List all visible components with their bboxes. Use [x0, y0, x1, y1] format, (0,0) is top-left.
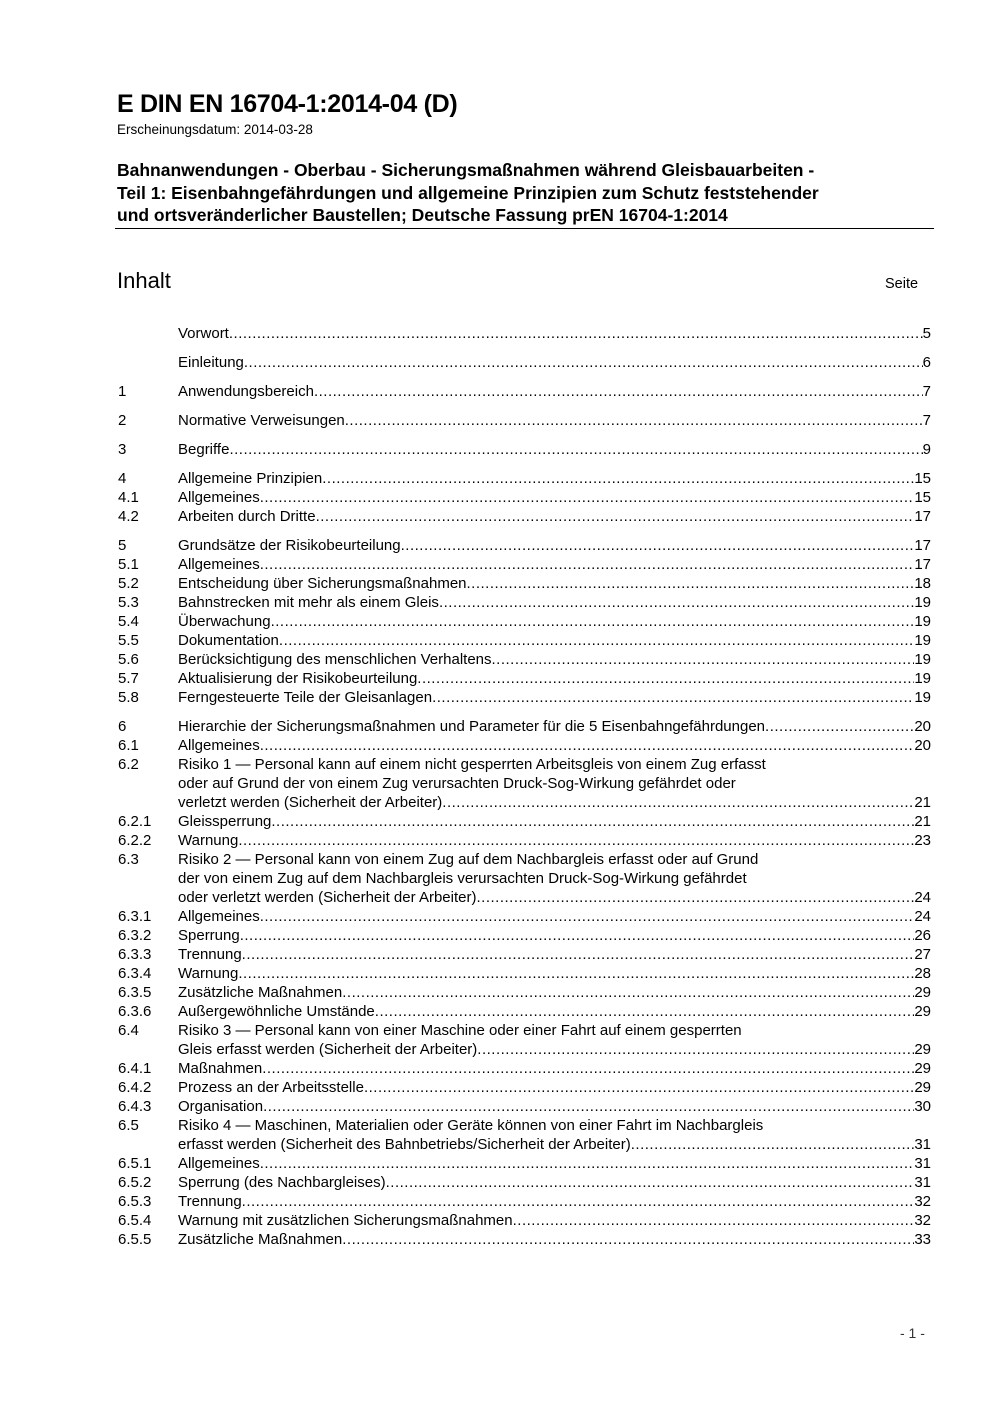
toc-entry-last-line	[178, 382, 931, 401]
toc-entry-number: 5.2	[118, 575, 139, 592]
toc-heading: Inhalt	[117, 268, 171, 293]
toc-entry-body	[178, 488, 931, 507]
toc-entry-text: Warnung mit zusätzlichen Sicherungsmaßnahmen	[178, 1212, 513, 1229]
toc-entry-text: Sperrung (des Nachbargleises)	[178, 1174, 386, 1191]
toc-entry-body	[178, 440, 931, 459]
toc-entry-page: 33	[914, 1231, 931, 1248]
toc-entry-last-line	[178, 688, 931, 707]
toc-entry-text: Überwachung	[178, 613, 271, 630]
toc-entry-body	[178, 688, 931, 707]
toc-entry-body	[178, 1230, 931, 1249]
toc-entry-number: 6.4.2	[118, 1079, 152, 1096]
toc-entry[interactable]	[118, 631, 931, 650]
dot-leader	[242, 1192, 915, 1211]
toc-entry-body	[178, 353, 931, 372]
toc-entry-page: 15	[914, 489, 931, 506]
toc-entry-page: 17	[914, 508, 931, 525]
toc-entry[interactable]	[118, 324, 931, 343]
dot-leader	[314, 382, 923, 401]
toc-entry-last-line	[178, 574, 931, 593]
toc-entry-body	[178, 755, 931, 812]
toc-entry-text: Bahnstrecken mit mehr als einem Gleis	[178, 594, 439, 611]
toc-entry-text: Außergewöhnliche Umstände	[178, 1003, 375, 1020]
toc-entry-number: 2	[118, 412, 127, 429]
dot-leader	[631, 1135, 915, 1154]
publication-date: Erscheinungsdatum: 2014-03-28	[117, 122, 313, 137]
toc-entry-number: 6.2.2	[118, 832, 152, 849]
toc-entry-last-line	[178, 926, 931, 945]
toc-entry-text: Begriffe	[178, 441, 230, 458]
toc-entry-body	[178, 612, 931, 631]
toc-group	[118, 440, 931, 459]
toc-entry-page: 23	[914, 832, 931, 849]
toc-entry-body	[178, 536, 931, 555]
dot-leader	[386, 1173, 915, 1192]
toc-page-label: Seite	[885, 276, 919, 292]
toc-entry[interactable]	[118, 469, 931, 488]
toc-entry-text: Arbeiten durch Dritte	[178, 508, 316, 525]
toc-entry-number: 6.2.1	[118, 813, 152, 830]
toc-entry-body	[178, 669, 931, 688]
toc-group	[118, 411, 931, 430]
dot-leader	[401, 536, 915, 555]
toc-entry-text: Allgemeines	[178, 1155, 260, 1172]
toc-entry-last-line	[178, 812, 931, 831]
toc-entry-page: 26	[914, 927, 931, 944]
dot-leader	[238, 831, 914, 850]
dot-leader	[271, 612, 915, 631]
document-id: E DIN EN 16704-1:2014-04 (D)	[117, 90, 458, 118]
toc-entry-text: Aktualisierung der Risikobeurteilung	[178, 670, 418, 687]
title-line: Bahnanwendungen - Oberbau - Sicherungsmaßnahmen während Gleisbauarbeiten -	[117, 160, 815, 180]
dot-leader	[342, 1230, 914, 1249]
toc-entry-last-line	[178, 488, 931, 507]
dot-leader	[229, 324, 923, 343]
toc-entry-body	[178, 555, 931, 574]
toc-entry-body	[178, 850, 931, 907]
dot-leader	[364, 1078, 914, 1097]
toc-entry-body	[178, 1116, 931, 1154]
toc-entry-number: 4.2	[118, 508, 139, 525]
toc-entry-body	[178, 812, 931, 831]
toc-entry-body	[178, 983, 931, 1002]
toc-entry-body	[178, 507, 931, 526]
toc-entry[interactable]	[118, 945, 931, 964]
toc-entry-number: 6.4.3	[118, 1098, 152, 1115]
toc-entry-last-line	[178, 1211, 931, 1230]
toc-entry-page: 32	[914, 1212, 931, 1229]
toc-entry[interactable]	[118, 1097, 931, 1116]
toc-entry[interactable]	[118, 964, 931, 983]
toc-entry-last-line	[178, 1192, 931, 1211]
toc-entry-last-line	[178, 1059, 931, 1078]
toc-entry-last-line	[178, 1230, 931, 1249]
toc-entry-text: Berücksichtigung des menschlichen Verhaltens	[178, 651, 492, 668]
dot-leader	[345, 411, 923, 430]
toc-entry-page: 17	[914, 537, 931, 554]
toc-entry-text: Gleis erfasst werden (Sicherheit der Arbeiter)	[178, 1041, 478, 1058]
toc-entry[interactable]	[118, 1059, 931, 1078]
toc-entry[interactable]	[118, 1211, 931, 1230]
toc-entry[interactable]	[118, 353, 931, 372]
toc-entry-page: 6	[922, 354, 931, 371]
toc-entry[interactable]	[118, 1116, 931, 1154]
toc-entry-number: 6.3.4	[118, 965, 152, 982]
toc-entry[interactable]	[118, 736, 931, 755]
toc-entry[interactable]	[118, 1173, 931, 1192]
toc-entry[interactable]	[118, 850, 931, 907]
toc-entry[interactable]	[118, 650, 931, 669]
dot-leader	[513, 1211, 915, 1230]
toc-entry-page: 15	[914, 470, 931, 487]
toc-entry-page: 7	[922, 412, 931, 429]
toc-entry[interactable]	[118, 574, 931, 593]
toc-entry-number: 6.3.5	[118, 984, 152, 1001]
dot-leader	[260, 1154, 915, 1173]
toc-entry-number: 6.3	[118, 851, 139, 868]
toc-entry-page: 18	[914, 575, 931, 592]
toc-group	[118, 353, 931, 372]
toc-entry-body	[178, 907, 931, 926]
dot-leader	[476, 888, 914, 907]
dot-leader	[240, 926, 915, 945]
toc-entry-last-line	[178, 907, 931, 926]
toc-entry-page: 19	[914, 689, 931, 706]
toc-entry-text: Allgemeines	[178, 737, 260, 754]
toc-entry-text: Trennung	[178, 946, 242, 963]
toc-entry-text: Trennung	[178, 1193, 242, 1210]
toc-entry-body	[178, 631, 931, 650]
toc-entry-text: Grundsätze der Risikobeurteilung	[178, 537, 401, 554]
toc-entry-number: 6.5	[118, 1117, 139, 1134]
toc-entry-page: 31	[914, 1174, 931, 1191]
toc-entry-last-line	[178, 440, 931, 459]
toc-entry-last-line	[178, 793, 931, 812]
toc-entry-last-line	[178, 983, 931, 1002]
toc-entry-body	[178, 574, 931, 593]
toc-entry[interactable]	[118, 440, 931, 459]
toc-entry[interactable]	[118, 488, 931, 507]
dot-leader	[279, 631, 914, 650]
toc-entry-last-line	[178, 736, 931, 755]
title-line: und ortsveränderlicher Baustellen; Deutsche Fassung prEN 16704-1:2014	[117, 205, 728, 225]
toc-entry-last-line	[178, 1135, 931, 1154]
toc-entry-text: Risiko 1 — Personal kann auf einem nicht gesperrten Arbeitsgleis von einem Zug erfasst	[178, 756, 766, 773]
dot-leader	[260, 555, 915, 574]
toc-entry-body	[178, 469, 931, 488]
dot-leader	[238, 964, 914, 983]
toc-entry-text: erfasst werden (Sicherheit des Bahnbetriebs/Sicherheit der Arbeiter)	[178, 1136, 631, 1153]
dot-leader	[765, 717, 914, 736]
dot-leader	[242, 945, 915, 964]
toc-entry-number	[118, 353, 178, 372]
toc-entry-number: 5.7	[118, 670, 139, 687]
toc-entry-text: Normative Verweisungen	[178, 412, 345, 429]
toc-entry-body	[178, 717, 931, 736]
document-title	[117, 159, 937, 227]
toc-entry-last-line	[178, 964, 931, 983]
toc-entry-number: 6.4.1	[118, 1060, 152, 1077]
toc-entry-page: 29	[914, 984, 931, 1001]
toc-entry-text: Organisation	[178, 1098, 264, 1115]
toc-entry-page: 29	[914, 1041, 931, 1058]
toc-group	[118, 469, 931, 526]
toc-entry-page: 17	[914, 556, 931, 573]
toc-entry-body	[178, 1211, 931, 1230]
toc-entry-page: 9	[922, 441, 931, 458]
toc-entry-body	[178, 736, 931, 755]
page-number: - 1 -	[900, 1325, 925, 1341]
toc-entry-text: Entscheidung über Sicherungsmaßnahmen	[178, 575, 467, 592]
toc-entry-number: 3	[118, 441, 127, 458]
toc-entry-last-line	[178, 324, 931, 343]
toc-entry-body	[178, 593, 931, 612]
toc-entry-last-line	[178, 650, 931, 669]
toc-entry[interactable]	[118, 926, 931, 945]
dot-leader	[467, 574, 915, 593]
toc-entry-text: Einleitung	[178, 354, 244, 371]
toc-entry[interactable]	[118, 1192, 931, 1211]
toc-entry[interactable]	[118, 812, 931, 831]
title-divider	[115, 228, 934, 229]
toc-entry-number: 6.3.6	[118, 1003, 152, 1020]
dot-leader	[260, 907, 915, 926]
toc-entry[interactable]	[118, 382, 931, 401]
toc-entry-body	[178, 926, 931, 945]
dot-leader	[492, 650, 915, 669]
dot-leader	[260, 736, 915, 755]
toc-entry-text: Risiko 4 — Maschinen, Materialien oder Geräte können von einer Fahrt im Nachbargleis	[178, 1117, 764, 1134]
dot-leader	[244, 353, 923, 372]
toc-entry-last-line	[178, 831, 931, 850]
toc-entry-last-line	[178, 1040, 931, 1059]
toc-entry-body	[178, 1002, 931, 1021]
toc-entry-text: Warnung	[178, 965, 239, 982]
toc-entry-text: Sperrung	[178, 927, 240, 944]
toc-entry[interactable]	[118, 555, 931, 574]
toc-group	[118, 717, 931, 1249]
toc-entry[interactable]	[118, 983, 931, 1002]
toc-entry-body	[178, 1021, 931, 1059]
toc-entry[interactable]	[118, 1021, 931, 1059]
toc-entry-number: 6.4	[118, 1022, 139, 1039]
toc-entry-text: Risiko 3 — Personal kann von einer Maschine oder einer Fahrt auf einem gesperrten	[178, 1022, 742, 1039]
dot-leader	[263, 1097, 914, 1116]
toc-entry-last-line	[178, 717, 931, 736]
toc-entry[interactable]	[118, 536, 931, 555]
toc-entry-text: Anwendungsbereich	[178, 383, 314, 400]
toc-entry-page: 29	[914, 1060, 931, 1077]
toc-entry-number: 6.5.5	[118, 1231, 152, 1248]
toc-entry-number	[118, 324, 178, 343]
toc-entry-text: Zusätzliche Maßnahmen	[178, 984, 343, 1001]
toc-entry-page: 32	[914, 1193, 931, 1210]
toc-entry-page: 20	[914, 718, 931, 735]
toc-entry-number: 1	[118, 383, 127, 400]
dot-leader	[417, 669, 914, 688]
toc-entry-last-line	[178, 1154, 931, 1173]
toc-entry-number: 6.1	[118, 737, 139, 754]
toc-entry-body	[178, 831, 931, 850]
toc-entry-number: 6	[118, 718, 127, 735]
toc-entry-page: 7	[922, 383, 931, 400]
toc-entry-number: 6.3.1	[118, 908, 152, 925]
toc-entry-last-line	[178, 1078, 931, 1097]
toc-entry-body	[178, 945, 931, 964]
dot-leader	[260, 488, 915, 507]
toc-entry-text: Allgemeine Prinzipien	[178, 470, 323, 487]
dot-leader	[442, 793, 914, 812]
toc-entry-number: 5	[118, 537, 127, 554]
toc-entry-last-line	[178, 507, 931, 526]
toc-entry-last-line	[178, 1173, 931, 1192]
toc-entry-body	[178, 1192, 931, 1211]
toc-entry-last-line	[178, 469, 931, 488]
toc-entry[interactable]	[118, 593, 931, 612]
toc-entry-page: 19	[914, 594, 931, 611]
toc-entry-page: 31	[914, 1136, 931, 1153]
dot-leader	[262, 1059, 914, 1078]
toc-entry-last-line	[178, 669, 931, 688]
toc-entry[interactable]	[118, 612, 931, 631]
toc-group	[118, 536, 931, 707]
toc-entry-last-line	[178, 612, 931, 631]
toc-entry-text: Vorwort	[178, 325, 229, 342]
toc-entry[interactable]	[118, 907, 931, 926]
dot-leader	[271, 812, 914, 831]
toc-entry-page: 24	[914, 889, 931, 906]
toc-entry-text: Dokumentation	[178, 632, 279, 649]
toc-entry[interactable]	[118, 1002, 931, 1021]
toc-entry-text: Zusätzliche Maßnahmen	[178, 1231, 343, 1248]
toc-entry-last-line	[178, 593, 931, 612]
toc-entry-body	[178, 1097, 931, 1116]
toc-entry-body	[178, 324, 931, 343]
toc-entry-text: Allgemeines	[178, 556, 260, 573]
toc-entry-body	[178, 1173, 931, 1192]
toc-entry-last-line	[178, 1097, 931, 1116]
toc-entry-body	[178, 382, 931, 401]
title-line: Teil 1: Eisenbahngefährdungen und allgemeine Prinzipien zum Schutz feststehender	[117, 182, 819, 203]
toc-entry-last-line	[178, 555, 931, 574]
toc-entry[interactable]	[118, 755, 931, 812]
dot-leader	[322, 469, 914, 488]
toc-entry-page: 29	[914, 1079, 931, 1096]
toc-entry-text: oder verletzt werden (Sicherheit der Arbeiter)	[178, 889, 477, 906]
toc-entry[interactable]	[118, 831, 931, 850]
toc-entry-text: Maßnahmen	[178, 1060, 263, 1077]
toc-entry-page: 21	[914, 813, 931, 830]
toc-entry-number: 6.3.3	[118, 946, 152, 963]
toc-entry-text: Gleissperrung	[178, 813, 272, 830]
toc-entry-page: 19	[914, 632, 931, 649]
toc-entry-number: 5.3	[118, 594, 139, 611]
toc-group	[118, 324, 931, 343]
toc-entry-body	[178, 1059, 931, 1078]
toc-entry-last-line	[178, 945, 931, 964]
dot-leader	[342, 983, 914, 1002]
toc-entry-last-line	[178, 353, 931, 372]
toc-entry-text: oder auf Grund der von einem Zug verursachten Druck-Sog-Wirkung gefährdet oder	[178, 775, 736, 792]
toc-entry-number: 6.2	[118, 756, 139, 773]
toc-entry-body	[178, 650, 931, 669]
toc-entry-page: 31	[914, 1155, 931, 1172]
toc-entry-body	[178, 411, 931, 430]
toc-entry-last-line	[178, 536, 931, 555]
toc-entry-number: 6.5.4	[118, 1212, 152, 1229]
toc-entry-text: Warnung	[178, 832, 239, 849]
toc-group	[118, 382, 931, 401]
toc-entry-number: 6.5.2	[118, 1174, 152, 1191]
toc-entry-page: 5	[922, 325, 931, 342]
dot-leader	[316, 507, 915, 526]
toc-entry-body	[178, 1078, 931, 1097]
toc-entry-page: 24	[914, 908, 931, 925]
dot-leader	[439, 593, 914, 612]
toc-entry-last-line	[178, 631, 931, 650]
toc-entry[interactable]	[118, 669, 931, 688]
toc-entry-number: 6.3.2	[118, 927, 152, 944]
toc-entry-text: Risiko 2 — Personal kann von einem Zug auf dem Nachbargleis erfasst oder auf Grund	[178, 851, 759, 868]
toc-entry-text: verletzt werden (Sicherheit der Arbeiter)	[178, 794, 443, 811]
toc-entry-page: 30	[914, 1098, 931, 1115]
dot-leader	[375, 1002, 915, 1021]
toc-entry-number: 5.6	[118, 651, 139, 668]
toc-entry[interactable]	[118, 1078, 931, 1097]
toc-entry[interactable]	[118, 688, 931, 707]
toc-entry-page: 29	[914, 1003, 931, 1020]
toc-entry-text: der von einem Zug auf dem Nachbargleis verursachten Druck-Sog-Wirkung gefährdet	[178, 870, 747, 887]
toc-entry-number: 4.1	[118, 489, 139, 506]
toc-entry[interactable]	[118, 717, 931, 736]
toc-entry-last-line	[178, 888, 931, 907]
toc-entry-last-line	[178, 411, 931, 430]
toc-entry[interactable]	[118, 1154, 931, 1173]
toc-entry-page: 28	[914, 965, 931, 982]
table-of-contents	[118, 324, 931, 1259]
toc-entry-page: 19	[914, 651, 931, 668]
toc-entry-number: 5.1	[118, 556, 139, 573]
toc-entry-page: 21	[914, 794, 931, 811]
toc-entry-page: 19	[914, 670, 931, 687]
dot-leader	[432, 688, 914, 707]
toc-entry-text: Ferngesteuerte Teile der Gleisanlagen	[178, 689, 433, 706]
dot-leader	[229, 440, 922, 459]
toc-entry-body	[178, 1154, 931, 1173]
toc-entry-number: 4	[118, 470, 127, 487]
toc-entry-number: 6.5.3	[118, 1193, 152, 1210]
toc-entry-text: Allgemeines	[178, 489, 260, 506]
dot-leader	[477, 1040, 914, 1059]
toc-entry-number: 5.5	[118, 632, 139, 649]
toc-entry-page: 20	[914, 737, 931, 754]
toc-entry-page: 19	[914, 613, 931, 630]
toc-entry-page: 27	[914, 946, 931, 963]
toc-entry-text: Prozess an der Arbeitsstelle	[178, 1079, 364, 1096]
toc-entry-number: 6.5.1	[118, 1155, 152, 1172]
toc-entry-number: 5.8	[118, 689, 139, 706]
toc-entry[interactable]	[118, 1230, 931, 1249]
toc-entry[interactable]	[118, 411, 931, 430]
toc-entry-text: Allgemeines	[178, 908, 260, 925]
toc-entry-last-line	[178, 1002, 931, 1021]
toc-entry[interactable]	[118, 507, 931, 526]
toc-entry-text: Hierarchie der Sicherungsmaßnahmen und Parameter für die 5 Eisenbahngefährdungen	[178, 718, 766, 735]
toc-entry-body	[178, 964, 931, 983]
toc-entry-number: 5.4	[118, 613, 139, 630]
